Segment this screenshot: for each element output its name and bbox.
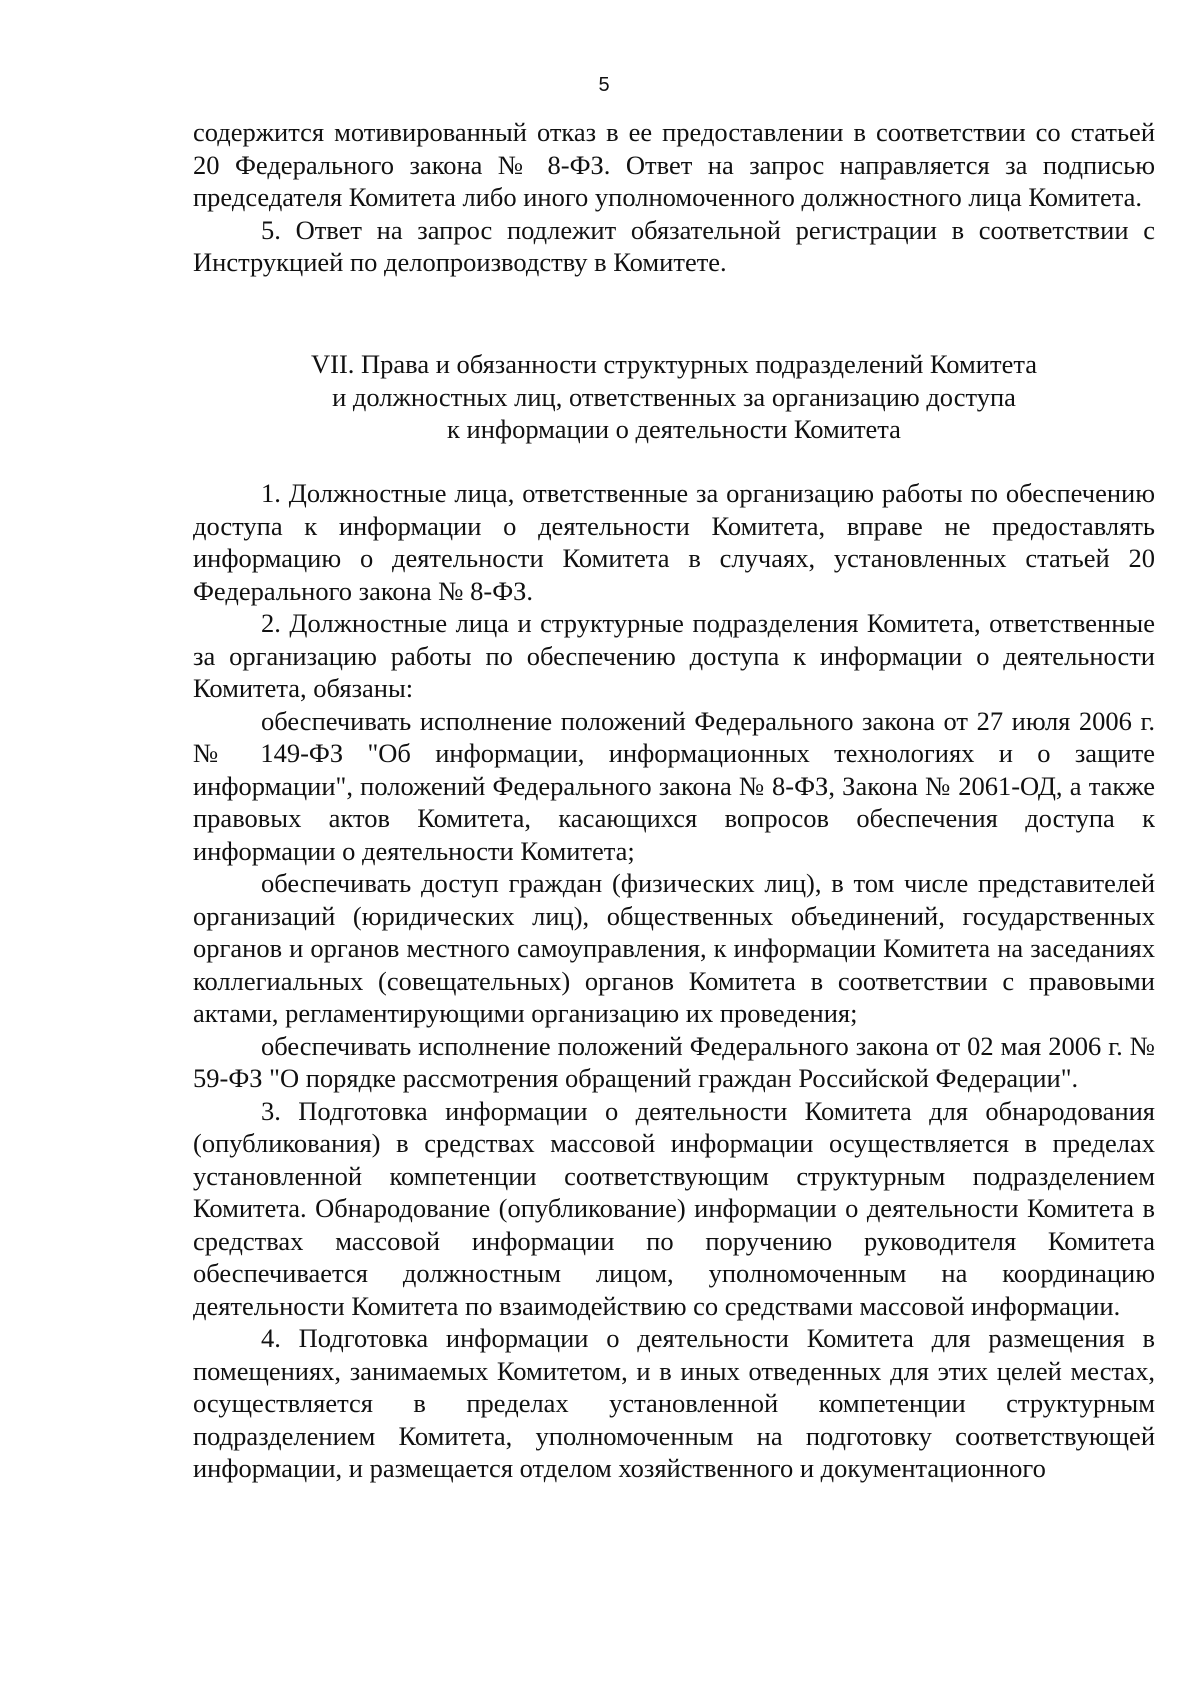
section-heading-line-1: VII. Права и обязанности структурных подразделений Комитета bbox=[310, 349, 1037, 379]
paragraph-3: 3. Подготовка информации о деятельности Комитета для обнародования (опубликования) в средствах массовой информации осуществляется в пределах установленной компетенции соответствующим структурным подразделением Комитета. Обнародование (опубликование) информации о деятельности Комитета в средствах массовой информации по поручению руководителя Комитета обеспечивается должностным лицом, уполномоченным на координацию деятельности Комитета по взаимодействию со средствами массовой информации. bbox=[193, 1095, 1155, 1321]
paragraph-2: 2. Должностные лица и структурные подразделения Комитета, ответственные за организацию работы по обеспечению доступа к информации о деятельности Комитета, обязаны: bbox=[193, 608, 1155, 703]
section-heading bbox=[193, 348, 1155, 446]
document-body-section-vii bbox=[193, 477, 1155, 1485]
page-number: 5 bbox=[598, 74, 610, 96]
continuation-paragraph: содержится мотивированный отказ в ее предоставлении в соответствии со статьей 20 Федерального закона № 8-ФЗ. Ответ на запрос направляется за подписью председателя Комитета либо иного уполномоченного должностного лица Комитета. bbox=[193, 117, 1155, 212]
paragraph-4: 4. Подготовка информации о деятельности Комитета для размещения в помещениях, занимаемых Комитетом, и в иных отведенных для этих целей местах, осуществляется в пределах установленной компетенции структурным подразделением Комитета, уполномоченным на подготовку соответствующей информации, и размещается отделом хозяйственного и документационного bbox=[193, 1323, 1155, 1483]
section-heading-line-2: и должностных лиц, ответственных за организацию доступа bbox=[332, 381, 1016, 412]
document-body-top bbox=[193, 116, 1155, 279]
section-heading-line-3: к информации о деятельности Комитета bbox=[447, 414, 901, 444]
paragraph-item-5: 5. Ответ на запрос подлежит обязательной регистрации в соответствии с Инструкцией по делопроизводству в Комитете. bbox=[193, 214, 1155, 277]
paragraph-1: 1. Должностные лица, ответственные за организацию работы по обеспечению доступа к информации о деятельности Комитета, вправе не предоставлять информацию о деятельности Комитета в случаях, установленных статьей 20 Федерального закона № 8-ФЗ. bbox=[193, 478, 1155, 606]
paragraph-2-item-a: обеспечивать исполнение положений Федерального закона от 27 июля 2006 г. № 149-ФЗ "Об информации, информационных технологиях и о защите информации", положений Федерального закона № 8-ФЗ, Закона № 2061-ОД, а также правовых актов Комитета, касающихся вопросов обеспечения доступа к информации о деятельности Комитета; bbox=[193, 705, 1155, 866]
paragraph-2-item-b: обеспечивать доступ граждан (физических лиц), в том числе представителей организаций (юридических лиц), общественных объединений, государственных органов и органов местного самоуправления, к информации Комитета на заседаниях коллегиальных (совещательных) органов Комитета в соответствии с правовыми актами, регламентирующими организацию их проведения; bbox=[193, 868, 1155, 1028]
paragraph-2-item-c: обеспечивать исполнение положений Федерального закона от 02 мая 2006 г. № 59-ФЗ "О порядке рассмотрения обращений граждан Российской Федерации". bbox=[193, 1030, 1155, 1093]
